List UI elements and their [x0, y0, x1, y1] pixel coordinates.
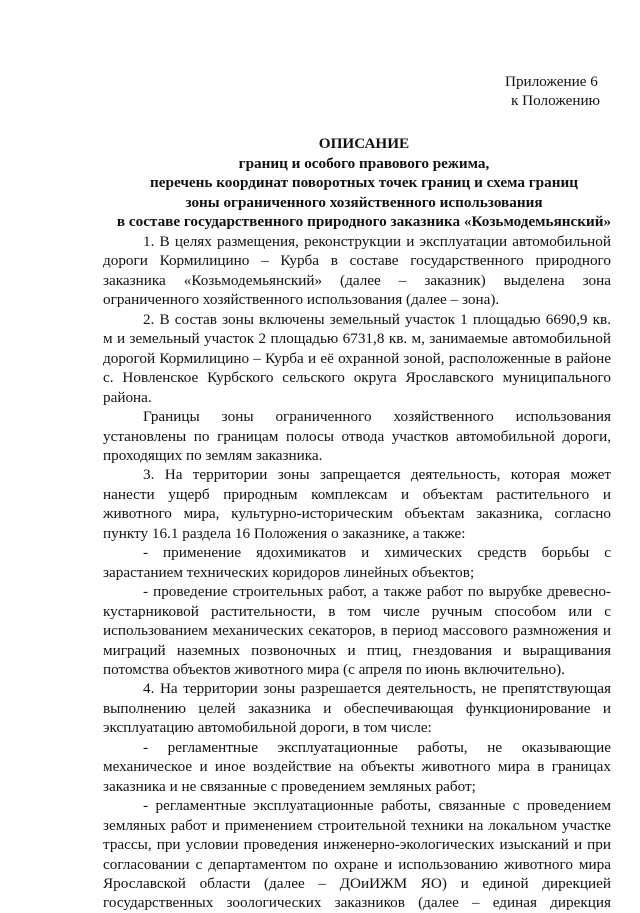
annex-number: Приложение 6: [505, 73, 598, 90]
title-line-3: перечень координат поворотных точек границ и схема границ: [150, 174, 578, 192]
paragraph-2-boundaries: Границы зоны ограниченного хозяйственного использования установлены по границам полосы отвода участков автомобильной дороги, проходящих по землям заказника.: [103, 408, 611, 464]
document-title: [104, 134, 624, 232]
list-item-prohibited-1: - применение ядохимикатов и химических средств борьбы с зарастанием технических коридоров линейных объектов;: [103, 544, 611, 581]
title-line-4: зоны ограниченного хозяйственного использования: [185, 193, 543, 211]
paragraph-4: 4. На территории зоны разрешается деятельность, не препятствующая выполнению целей заказника и обеспечивающая функционирование и эксплуатацию автомобильной дороги, в том числе:: [103, 680, 611, 737]
annex-reference: к Положению: [511, 92, 600, 109]
document-body: [103, 232, 611, 913]
list-item-permitted-2: - регламентные эксплуатационные работы, связанные с проведением земляных работ и применением строительной техники на локальном участке трассы, при условии проведения инженерно-экологических изысканий и при согласовании с департаментом по охране и использованию животного мира Ярославской области (далее – ДОиИЖМ ЯО) и единой дирекцией государственных зоологических заказников (далее – единая дирекция: [103, 797, 611, 912]
title-line-2: границ и особого правового режима,: [238, 154, 490, 172]
list-item-prohibited-2: - проведение строительных работ, а также работ по вырубке древесно-кустарниковой растительности, в том числе ручным способом или с использованием механических секаторов, в период массового размножения и миграций наземных позвоночных и птиц, гнездования и выращивания потомства объектов животного мира (с апреля по июнь включительно).: [103, 583, 611, 678]
annex-header: [505, 72, 625, 110]
paragraph-1: 1. В целях размещения, реконструкции и эксплуатации автомобильной дороги Кормилицино – Курба в составе государственного природного заказника «Козьмодемьянский» (далее – заказник) выделена зона ограниченного хозяйственного использования (далее – зона).: [103, 233, 611, 309]
list-item-permitted-1: - регламентные эксплуатационные работы, не оказывающие механическое и иное воздействие на объекты животного мира в границах заказника и не связанные с проведением земляных работ;: [103, 738, 611, 795]
paragraph-3: 3. На территории зоны запрещается деятельность, которая может нанести ущерб природным комплексам и объектам растительного и животного мира, культурно-историческим объектам заказника, согласно пункту 16.1 раздела 16 Положения о заказнике, а также:: [103, 466, 611, 542]
paragraph-2: 2. В состав зоны включены земельный участок 1 площадью 6690,9 кв. м и земельный участок 2 площадью 6731,8 кв. м, занимаемые автомобильной дорогой Кормилицино – Курба и её охранной зоной, расположенные в районе с. Новленское Курбского сельского округа Ярославского муниципального района.: [103, 310, 611, 406]
title-line-5: в составе государственного природного заказника «Козьмодемьянский»: [116, 213, 612, 231]
title-line-1: ОПИСАНИЕ: [318, 135, 410, 152]
